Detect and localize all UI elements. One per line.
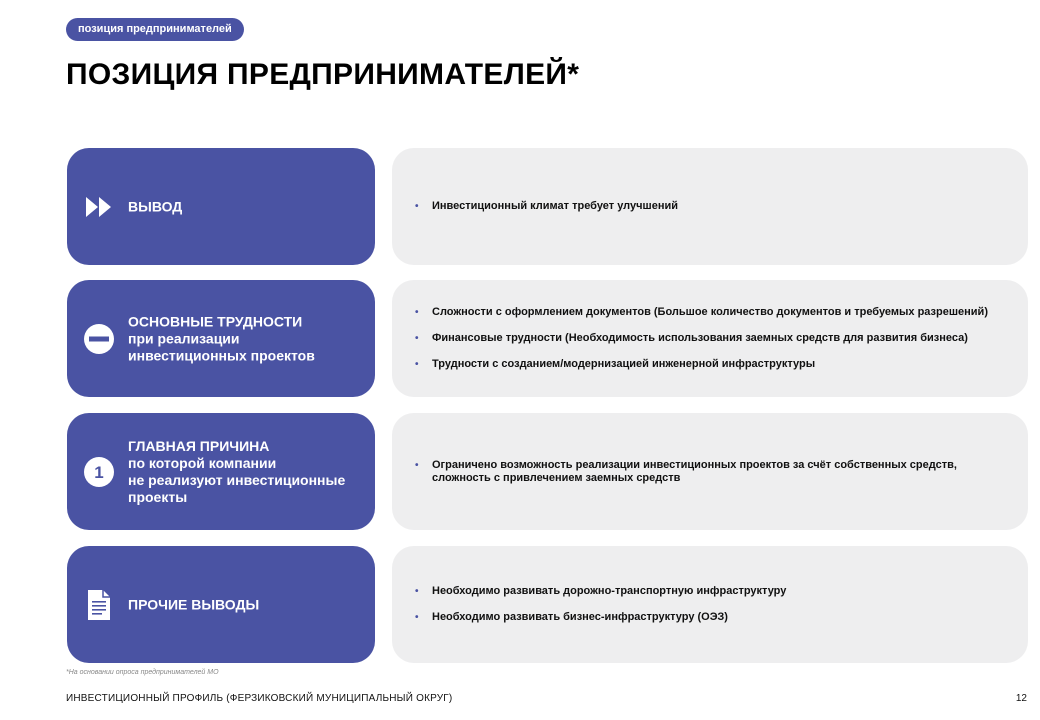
footnote: *На основании опроса предпринимателей МО — [66, 669, 219, 676]
page-number: 12 — [1015, 693, 1027, 704]
fast-forward-icon — [84, 192, 114, 222]
main-difficulties-card — [67, 280, 375, 397]
main-reason-label: ГЛАВНАЯ ПРИЧИНА по которой компании не реализуют инвестиционные проекты — [128, 437, 346, 505]
svg-text:1: 1 — [94, 462, 104, 482]
row-other-conclusions — [67, 546, 1028, 663]
conclusion-card — [67, 148, 375, 265]
main-reason-card — [67, 413, 375, 530]
row-main-reason — [67, 413, 1028, 530]
other-conclusions-card — [67, 546, 375, 663]
minus-circle-icon — [84, 324, 114, 354]
main-reason-details — [392, 413, 1028, 530]
bullet-item: • Необходимо развивать дорожно-транспортную инфраструктуру — [432, 585, 988, 598]
number-one-circle-icon — [84, 457, 114, 487]
bullet-item: • Финансовые трудности (Необходимость использования заемных средств для развития бизнеса) — [432, 332, 988, 345]
section-pill: позиция предпринимателей — [66, 18, 244, 41]
main-difficulties-label: ОСНОВНЫЕ ТРУДНОСТИ при реализации инвестиционных проектов — [128, 313, 315, 363]
row-conclusion — [67, 148, 1028, 265]
footer-text: ИНВЕСТИЦИОННЫЙ ПРОФИЛЬ (ФЕРЗИКОВСКИЙ МУНИЦИПАЛЬНЫЙ ОКРУГ) — [66, 693, 453, 704]
bullet-item: • Необходимо развивать бизнес-инфраструктуру (ОЭЗ) — [432, 611, 988, 624]
document-icon — [84, 590, 114, 620]
other-conclusions-label: ПРОЧИЕ ВЫВОДЫ — [128, 596, 260, 612]
row-main-difficulties — [67, 280, 1028, 397]
bullet-item: • Трудности с созданием/модернизацией инженерной инфраструктуры — [432, 358, 988, 371]
conclusion-details — [392, 148, 1028, 265]
bullet-item: • Инвестиционный климат требует улучшений — [432, 200, 988, 213]
main-difficulties-details — [392, 280, 1028, 397]
bullet-item: • Ограничено возможность реализации инвестиционных проектов за счёт собственных средств, сложность с привлечением заемных средств — [432, 459, 988, 485]
conclusion-label: ВЫВОД — [128, 198, 183, 214]
page-title: ПОЗИЦИЯ ПРЕДПРИНИМАТЕЛЕЙ* — [66, 58, 580, 91]
bullet-item: • Сложности с оформлением документов (Большое количество документов и требуемых разрешений) — [432, 306, 988, 319]
other-conclusions-details — [392, 546, 1028, 663]
